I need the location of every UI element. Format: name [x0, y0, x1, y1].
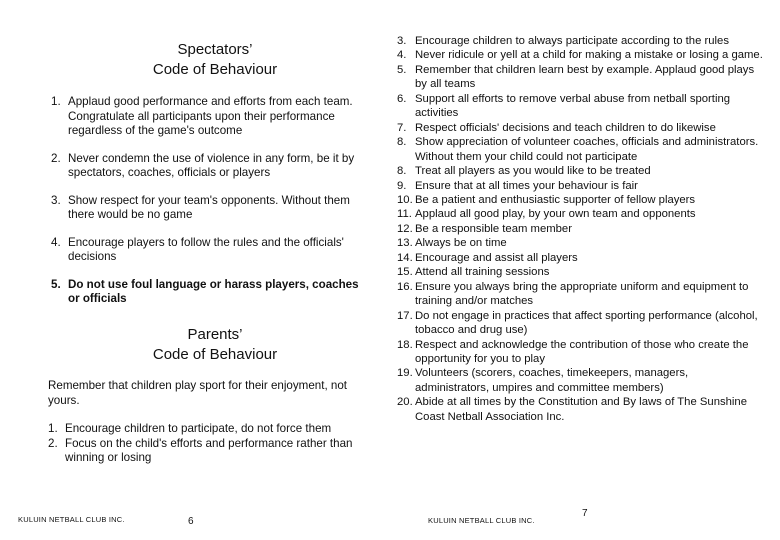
item-text: Remember that children learn best by example. Applaud good plays by all teams [415, 63, 755, 91]
parents-title-line1: Parents’ [187, 326, 243, 343]
item-text: Show appreciation of volunteer coaches, officials and administrators. Without them your child could not participate [415, 136, 759, 163]
item-number: 20. [397, 396, 413, 409]
list-item [397, 34, 765, 48]
item-number: 10. [397, 193, 413, 206]
item-text: Be a responsible team member [415, 222, 572, 235]
list-item [397, 63, 765, 92]
item-text: Always be on time [415, 237, 507, 250]
item-number: 4. [51, 235, 61, 249]
parents-title-line2: Code of Behaviour [152, 346, 278, 363]
item-text: Ensure that at all times your behaviour is fair [415, 179, 638, 192]
list-item [397, 251, 765, 265]
list-item [397, 48, 765, 62]
item-number: 15. [397, 266, 413, 279]
list-item [397, 193, 765, 207]
item-text: Treat all players as you would like to be treated [415, 165, 651, 178]
list-item [397, 309, 765, 338]
list-item [397, 338, 765, 367]
item-number: 11. [397, 208, 412, 221]
footer-club-name-right: KULUIN NETBALL CLUB INC. [428, 516, 535, 525]
item-text: Volunteers (scorers, coaches, timekeepers, managers, administrators, umpires and committee members) [415, 367, 689, 394]
item-text: Never ridicule or yell at a child for making a mistake or losing a game. [415, 49, 763, 62]
item-number: 5. [397, 63, 407, 76]
spectators-title-line2: Code of Behaviour [152, 61, 278, 78]
parents-list-continued [397, 34, 765, 424]
list-item [51, 95, 371, 139]
item-text: Respect and acknowledge the contribution of those who create the opportunity for you to play [415, 338, 749, 365]
list-item [397, 366, 765, 395]
list-item [48, 437, 373, 466]
item-number: 18. [397, 338, 413, 351]
item-number: 3. [397, 35, 407, 47]
page-number-right: 7 [582, 508, 588, 519]
item-number: 4. [397, 49, 407, 62]
list-item [51, 278, 371, 307]
list-item [51, 194, 371, 223]
item-number: 16. [397, 280, 413, 293]
spectators-list [51, 95, 371, 307]
parents-heading [130, 325, 300, 365]
item-text: Encourage children to participate, do not force them [65, 422, 332, 435]
list-item [397, 179, 765, 193]
item-number: 5. [51, 277, 61, 291]
item-number: 19. [397, 367, 413, 380]
list-item [51, 236, 371, 265]
item-number: 8. [397, 165, 407, 178]
item-text: Attend all training sessions [415, 266, 550, 279]
item-number: 13. [397, 237, 413, 250]
item-text: Never condemn the use of violence in any form, be it by spectators, coaches, officials or players [68, 151, 355, 179]
parents-list [48, 422, 373, 466]
item-text: Be a patient and enthusiastic supporter of fellow players [415, 193, 696, 206]
item-text: Ensure you always bring the appropriate uniform and equipment to training and/or matches [415, 280, 749, 308]
item-number: 8. [397, 136, 407, 149]
item-text: Respect officials' decisions and teach children to do likewise [415, 121, 716, 134]
list-item [397, 207, 765, 221]
list-item [48, 422, 373, 437]
parents-intro: Remember that children play sport for their enjoyment, not yours. [48, 379, 348, 407]
item-text: Encourage children to always participate according to the rules [415, 35, 729, 47]
item-number: 2. [48, 436, 58, 450]
item-number: 1. [51, 95, 61, 108]
item-number: 7. [397, 121, 407, 134]
item-text: Do not engage in practices that affect sporting performance (alcohol, tobacco and drug use) [415, 309, 758, 337]
list-item [397, 135, 765, 164]
item-text: Applaud good performance and efforts from each team. Congratulate all participants upon their performance regardless of the game's outcome [68, 95, 353, 137]
item-text: Abide at all times by the Constitution and By laws of The Sunshine Coast Netball Association Inc. [415, 396, 747, 423]
list-item [397, 92, 765, 121]
item-text: Do not use foul language or harass players, coaches or officials [68, 277, 359, 305]
list-item [397, 395, 765, 424]
list-item [397, 265, 765, 279]
item-text: Encourage players to follow the rules and the officials' decisions [68, 235, 344, 263]
item-number: 6. [397, 92, 407, 105]
item-number: 14. [397, 251, 413, 264]
spectators-title-line1: Spectators’ [177, 41, 253, 58]
item-text: Focus on the child's efforts and performance rather than winning or losing [65, 436, 353, 464]
item-text: Support all efforts to remove verbal abuse from netball sporting activities [415, 92, 731, 120]
page-number: 6 [188, 516, 194, 527]
list-item [397, 164, 765, 178]
footer-club-name: KULUIN NETBALL CLUB INC. [18, 515, 125, 524]
item-text: Show respect for your team's opponents. Without them there would be no game [68, 193, 350, 221]
list-item [397, 222, 765, 236]
list-item [397, 121, 765, 135]
item-number: 12. [397, 222, 413, 235]
item-text: Applaud all good play, by your own team and opponents [415, 208, 696, 221]
item-number: 9. [397, 179, 407, 192]
spectators-heading [130, 40, 300, 80]
item-text: Encourage and assist all players [415, 251, 578, 264]
list-item [51, 152, 371, 181]
item-number: 1. [48, 422, 58, 435]
list-item [397, 280, 765, 309]
list-item [397, 236, 765, 250]
item-number: 2. [51, 151, 61, 165]
item-number: 17. [397, 309, 413, 322]
item-number: 3. [51, 193, 61, 207]
